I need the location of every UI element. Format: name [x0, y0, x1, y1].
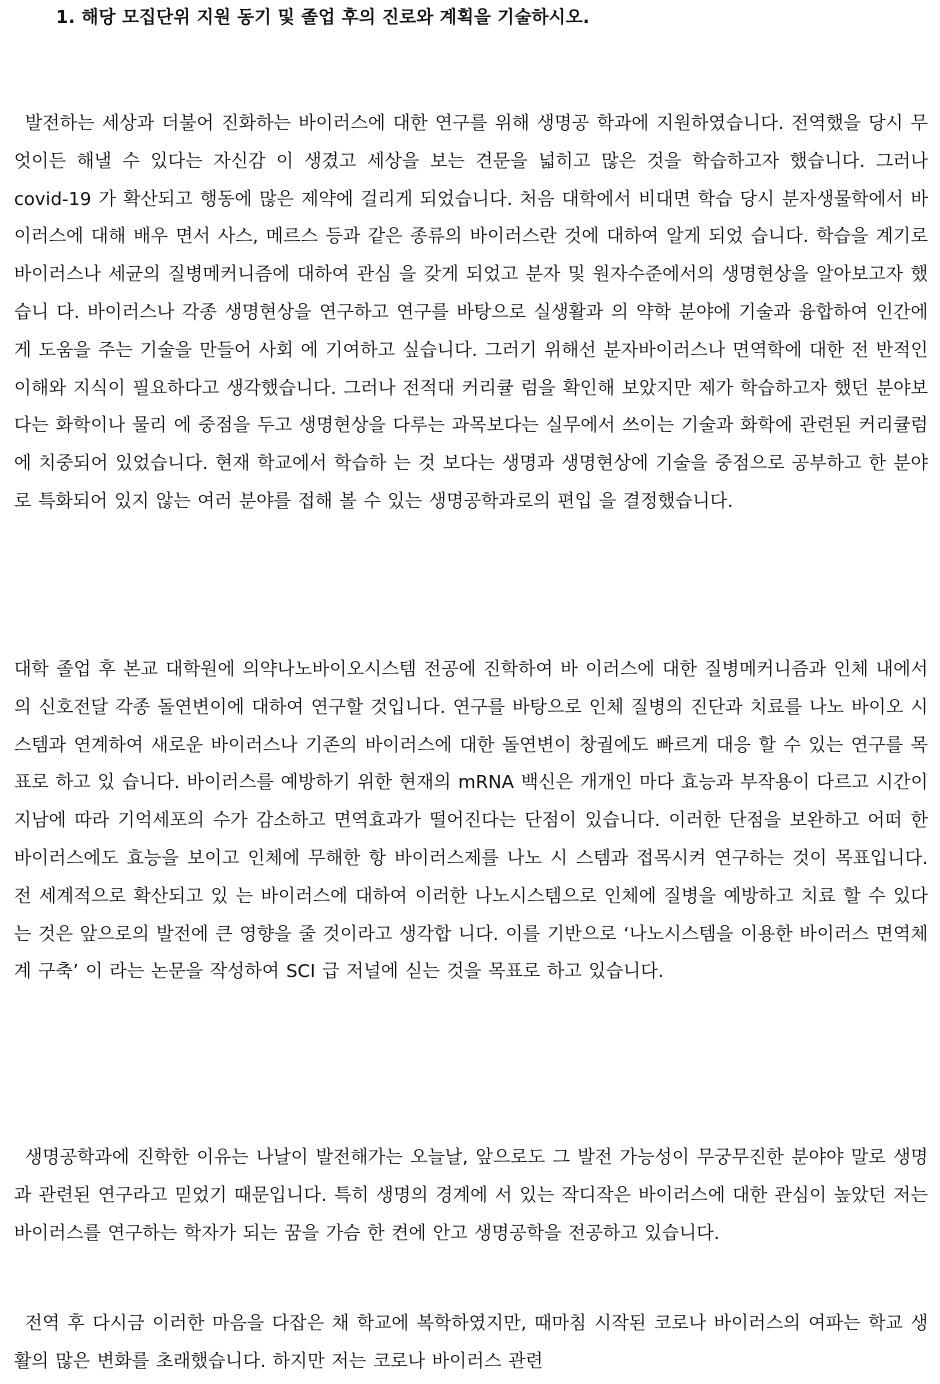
- paragraph-motivation: 발전하는 세상과 더불어 진화하는 바이러스에 대한 연구를 위해 생명공 학과에 지원하였습니다. 전역했을 당시 무엇이든 해낼 수 있다는 자신감 이 생겼고 세상을 보는 견문을 넓히고 많은 것을 학습하고자 했습니다. 그러나 covid-19 가 확산되고 행동에 많은 제약에 걸리게 되었습니다. 처음 대학에서 비대면 학습 당시 분자생물학에서 바이러스에 대해 배우 면서 사스, 메르스 등과 같은 종류의 바이러스란 것에 대하여 알게 되었 습니다. 학습을 계기로 바이러스나 세균의 질병메커니즘에 대하여 관심 을 갖게 되었고 분자 및 원자수준에서의 생명현상을 알아보고자 했습니 다. 바이러스나 각종 생명현상을 연구하고 연구를 바탕으로 실생활과 의 약학 분야에 기술과 융합하여 인간에게 도움을 주는 기술을 만들어 사회 에 기여하고 싶습니다. 그러기 위해선 분자바이러스나 면역학에 대한 전 반적인 이해와 지식이 필요하다고 생각했습니다. 그러나 전적대 커리큘 럼을 확인해 보았지만 제가 학습하고자 했던 분야보다는 화학이나 물리 에 중점을 두고 생명현상을 다루는 과목보다는 실무에서 쓰이는 기술과 화학에 관련된 커리큘럼에 치중되어 있었습니다. 현재 학교에서 학습하 는 것 보다는 생명과 생명현상에 기술을 중점으로 공부하고 한 분야로 특화되어 있지 않는 여러 분야를 접해 볼 수 있는 생명공학과로의 편입 을 결정했습니다.: [14, 113, 928, 512]
- question-heading: 1. 해당 모집단위 지원 동기 및 졸업 후의 진로와 계획을 기술하시오.: [56, 8, 590, 28]
- paragraph-career-plan: 대학 졸업 후 본교 대학원에 의약나노바이오시스템 전공에 진학하여 바 이러스에 대한 질병메커니즘과 인체 내에서의 신호전달 각종 돌연변이에 대하여 연구할 것입니다. 연구를 바탕으로 인체 질병의 진단과 치료를 나노 바이오 시스템과 연계하여 새로운 바이러스나 기존의 바이러스에 대한 돌연변이 창궐에도 빠르게 대응 할 수 있는 연구를 목표로 하고 있 습니다. 바이러스를 예방하기 위한 현재의 mRNA 백신은 개개인 마다 효능과 부작용이 다르고 시간이 지남에 따라 기억세포의 수가 감소하고 면역효과가 떨어진다는 단점이 있습니다. 이러한 단점을 보완하고 어떠 한 바이러스에도 효능을 보이고 인체에 무해한 항 바이러스제를 나노 시 스템과 접목시켜 연구하는 것이 목표입니다. 전 세계적으로 확산되고 있 는 바이러스에 대하여 이러한 나노시스템으로 인체에 질병을 예방하고 치료 할 수 있다는 것은 앞으로의 발전에 큰 영향을 줄 것이라고 생각합 니다. 이를 기반으로 ‘나노시스템을 이용한 바이러스 면역체계 구축’ 이 라는 논문을 작성하여 SCI 급 저널에 싣는 것을 목표로 하고 있습니다.: [14, 659, 928, 983]
- paragraph-return: 전역 후 다시금 이러한 마음을 다잡은 채 학교에 복학하였지만, 때마침 시작된 코로나 바이러스의 여파는 학교 생활의 많은 변화를 초래했습니다. 하지만 저는 코로나 바이러스 관련: [14, 1313, 928, 1372]
- paragraph-reason: 생명공학과에 진학한 이유는 나날이 발전해가는 오늘날, 앞으로도 그 발전 가능성이 무궁무진한 분야야 말로 생명과 관련된 연구라고 믿었기 때문입니다. 특히 생명의 경계에 서 있는 작디작은 바이러스에 대한 관심이 높았던 저는 바이러스를 연구하는 학자가 되는 꿈을 가슴 한 켠에 안고 생명공학을 전공하고 있습니다.: [14, 1147, 928, 1244]
